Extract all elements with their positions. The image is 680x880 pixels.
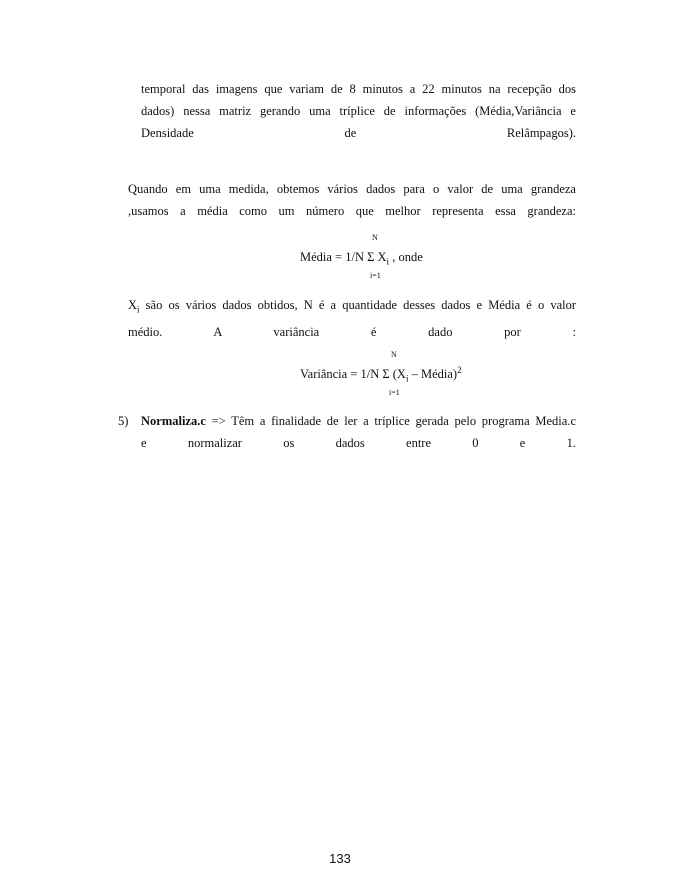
mean-formula-text: Média = 1/N Σ X bbox=[300, 250, 387, 264]
mean-line-1: Quando em uma medida, obtemos vários dados para o valor de uma grandeza bbox=[128, 182, 576, 196]
xi-subscript: i bbox=[137, 304, 140, 315]
xi-line-1 bbox=[128, 294, 576, 321]
variance-formula-exponent: 2 bbox=[457, 365, 462, 375]
mean-formula bbox=[300, 250, 423, 267]
xi-line-1-rest: são os vários dados obtidos, N é a quantidade desses dados e Média é o valor bbox=[139, 298, 576, 312]
list-item-5-number: 5) bbox=[118, 414, 129, 428]
mean-upper-limit: N bbox=[372, 233, 378, 242]
list-item-5-line-1-rest: => Têm a finalidade de ler a tríplice gerada pelo programa Media.c bbox=[205, 414, 576, 428]
intro-line-3: Densidade de Relâmpagos). bbox=[141, 126, 576, 140]
mean-lower-limit: i=1 bbox=[370, 271, 381, 280]
intro-paragraph bbox=[141, 78, 576, 144]
mean-formula-suffix: , onde bbox=[389, 250, 423, 264]
variance-formula-text: Variância = 1/N Σ (X bbox=[300, 367, 406, 382]
variance-formula-subscript: i bbox=[405, 373, 409, 384]
variance-formula-suffix: – Média) bbox=[408, 367, 458, 382]
intro-line-1: temporal das imagens que variam de 8 minutos a 22 minutos na recepção dos bbox=[141, 82, 576, 96]
variance-lower-limit: i=1 bbox=[389, 388, 400, 397]
list-item-5-line-2: e normalizar os dados entre 0 e 1. bbox=[141, 436, 576, 450]
page-number: 133 bbox=[329, 851, 351, 866]
list-item-5-line-1 bbox=[141, 410, 576, 432]
intro-line-2: dados) nessa matriz gerando uma tríplice de informações (Média,Variância e bbox=[141, 104, 576, 118]
xi-line-2: médio. A variância é dado por : bbox=[128, 324, 576, 339]
mean-line-2: ,usamos a média como um número que melhor representa essa grandeza: bbox=[128, 204, 576, 218]
mean-formula-subscript: i bbox=[386, 256, 390, 267]
variance-upper-limit: N bbox=[391, 350, 397, 359]
variance-formula bbox=[300, 365, 462, 384]
mean-paragraph bbox=[128, 178, 576, 222]
list-item-5-filename: Normaliza.c bbox=[141, 414, 206, 428]
xi-paragraph bbox=[128, 294, 576, 343]
xi-symbol: X bbox=[128, 298, 138, 312]
list-item-5 bbox=[141, 410, 576, 454]
